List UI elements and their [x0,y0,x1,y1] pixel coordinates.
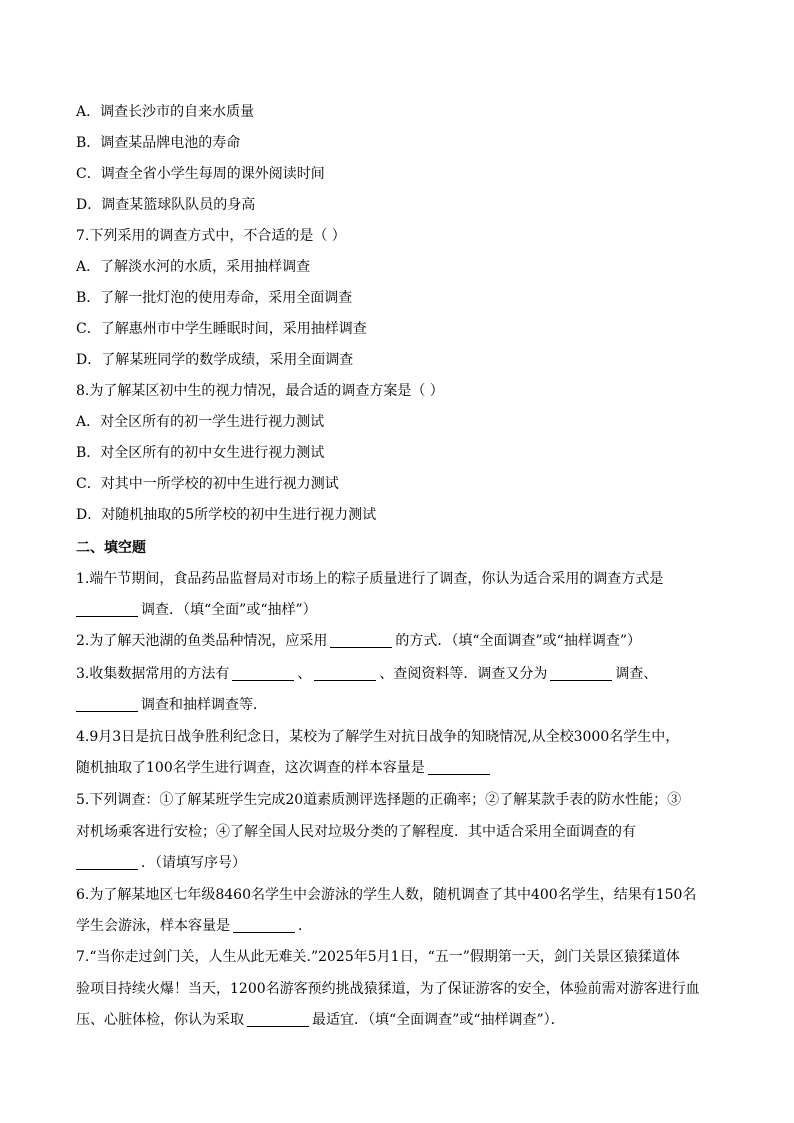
fill-q5-line1: 5.下列调查：①了解某班学生完成20道素质测评选择题的正确率；②了解某款手表的防水性能；③ [76,792,682,808]
fill-q3-line2: 调查和抽样调查等． [76,695,734,715]
q8-option-d: D．对随机抽取的5所学校的初中生进行视力测试 [76,507,377,523]
answer-blank[interactable] [76,602,138,617]
q6-option-d: D．调查某篮球队队员的身高 [76,197,256,213]
answer-blank[interactable] [233,918,295,933]
answer-blank[interactable] [76,697,138,712]
fill-q5-line3: ．（请填写序号） [76,853,734,873]
q6-option-a: A．调查长沙市的自来水质量 [76,104,255,120]
q7-option-b: B．了解一批灯泡的使用寿命，采用全面调查 [76,290,353,306]
section-title: 二、填空题 [76,540,146,556]
q6-option-b: B．调查某品牌电池的寿命 [76,135,241,151]
answer-blank[interactable] [314,666,376,681]
fill-q7-line3: 压、心脏体检，你认为采取 最适宜．（填“全面调查”或“抽样调查”）． [76,1012,565,1028]
fill-q4-line1: 4.9月3日是抗日战争胜利纪念日，某校为了解学生对抗日战争的知晓情况,从全校3000名学生中， [76,729,680,745]
q8-option-a: A．对全区所有的初一学生进行视力测试 [76,414,325,430]
fill-q7-line2: 验项目持续火爆！当天，1200名游客预约挑战猿猱道，为了保证游客的安全，体验前需对游客进行血 [76,981,700,997]
fill-q1-line2: 调查．（填“全面”或“抽样”） [76,600,734,620]
answer-blank[interactable] [550,666,612,681]
q8-stem: 8.为了解某区初中生的视力情况，最合适的调查方案是（ ） [76,383,444,399]
q6-option-c: C．调查全省小学生每周的课外阅读时间 [76,166,325,182]
q7-option-d: D．了解某班同学的数学成绩，采用全面调查 [76,352,354,368]
q7-stem: 7.下列采用的调查方式中，不合适的是（ ） [76,228,346,244]
q8-option-b: B．对全区所有的初中女生进行视力测试 [76,445,325,461]
fill-q5-line2: 对机场乘客进行安检；④了解全国人民对垃圾分类的了解程度．其中适合采用全面调查的有 [76,824,636,840]
fill-q6-line1: 6.为了解某地区七年级8460名学生中会游泳的学生人数，随机调查了其中400名学生，结果有150名 [76,887,697,903]
answer-blank[interactable] [247,1012,309,1027]
answer-blank[interactable] [76,855,138,870]
fill-q3-line1: 3.收集数据常用的方法有 、 、查阅资料等．调查又分为 调查、 [76,666,658,682]
q7-option-c: C．了解惠州市中学生睡眠时间，采用抽样调查 [76,321,367,337]
q7-option-a: A．了解淡水河的水质，采用抽样调查 [76,259,311,275]
answer-blank[interactable] [330,633,392,648]
answer-blank[interactable] [232,666,294,681]
fill-q1-line1: 1.端午节期间，食品药品监督局对市场上的粽子质量进行了调查，你认为适合采用的调查方式是 [76,571,664,587]
fill-q7-line1: 7.“当你走过剑门关，人生从此无难关.”2025年5月1日，“五一”假期第一天，剑门关景区猿猱道体 [76,949,680,965]
answer-blank[interactable] [428,760,490,775]
fill-q2: 2.为了解天池湖的鱼类品种情况，应采用 的方式．（填“全面调查”或“抽样调查”） [76,633,641,649]
q8-option-c: C．对其中一所学校的初中生进行视力测试 [76,476,339,492]
fill-q4-line2: 随机抽取了100名学生进行调查，这次调查的样本容量是 [76,758,734,778]
fill-q6-line2: 学生会游泳，样本容量是 ． [76,918,312,934]
